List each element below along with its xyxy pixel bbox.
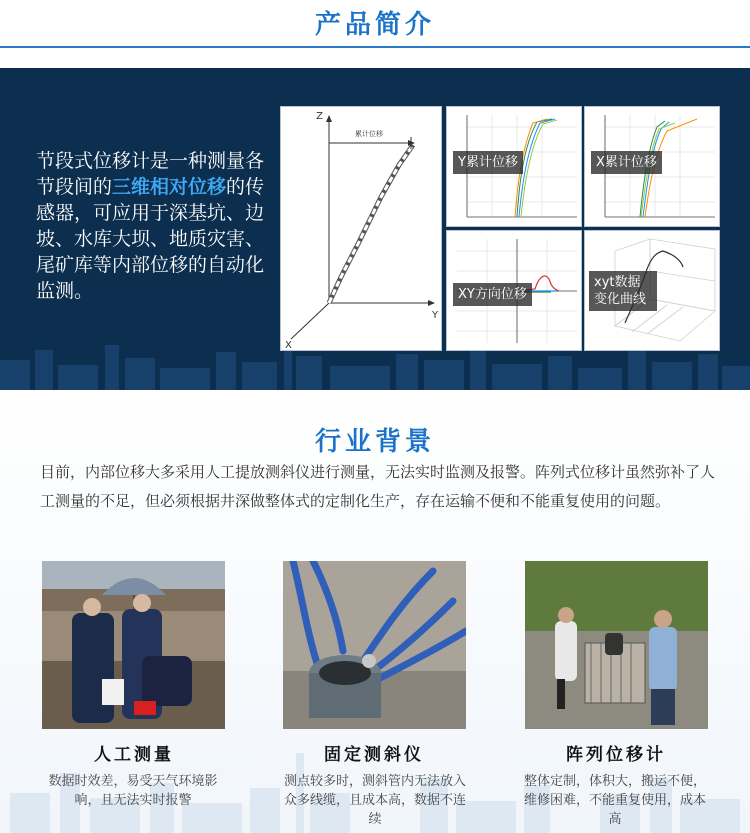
product-banner <box>0 68 750 390</box>
array-displacement-photo <box>525 561 708 729</box>
array-displacement-image <box>525 561 708 729</box>
xy-displacement-chart <box>446 230 582 351</box>
x-cumulative-label: X累计位移 <box>591 151 662 174</box>
industry-background-title: 行业背景 <box>314 427 435 457</box>
y-cumulative-chart <box>446 106 582 227</box>
manual-measurement-note: 数据时效差，易受天气环境影响，且无法实时报警 <box>48 774 218 808</box>
intro-highlight: 三维相对位移 <box>112 176 227 198</box>
manual-measurement-title: 人工测量 <box>94 745 174 765</box>
manual-measurement-photo <box>42 561 225 729</box>
xyt-data-curve-chart <box>584 230 720 351</box>
fixed-inclinometer-photo <box>283 561 466 729</box>
array-displacement-title: 阵列位移计 <box>566 745 666 765</box>
intro-text-prefix: 节段式位移计是一种测量各节段间的 <box>36 150 265 198</box>
manual-measurement-image <box>42 561 225 729</box>
fixed-inclinometer-title: 固定测斜仪 <box>324 745 424 765</box>
displacement-axis-diagram <box>280 106 442 351</box>
fixed-inclinometer-image <box>283 561 466 729</box>
fixed-inclinometer-note: 测点较多时，测斜管内无法放入众多线缆，且成本高，数据不连续 <box>283 774 466 827</box>
industry-background-text: 目前，内部位移大多采用人工提放测斜仪进行测量，无法实时监测及报警。阵列式位移计虽然弥补了人工测量的不足，但必须根据井深做整体式的定制化生产，存在运输不便和不能重复使用的问题。 <box>40 463 716 510</box>
y-axis-label: Y <box>432 310 439 321</box>
product-intro-title: 产品简介 <box>314 10 435 40</box>
axis-diagram-graphic <box>281 107 443 352</box>
array-displacement-note: 整体定制，体积大，搬运不便，维修困难，不能重复使用，成本高 <box>523 774 706 827</box>
x-axis-label: X <box>285 340 292 351</box>
title-divider <box>0 46 750 48</box>
cumulative-displacement-label: 累计位移 <box>355 130 383 138</box>
y-cumulative-label: Y累计位移 <box>453 151 523 174</box>
intro-text-suffix: 的传感器，可应用于深基坑、边坡、水库大坝、地质灾害、尾矿库等内部位移的自动化监测。 <box>36 176 265 302</box>
xyt-curve-label: xyt数据变化曲线 <box>589 271 657 311</box>
xy-displacement-label: XY方向位移 <box>453 283 532 306</box>
z-axis-label: Z <box>316 111 323 122</box>
product-intro-text <box>36 148 272 304</box>
x-cumulative-chart <box>584 106 720 227</box>
